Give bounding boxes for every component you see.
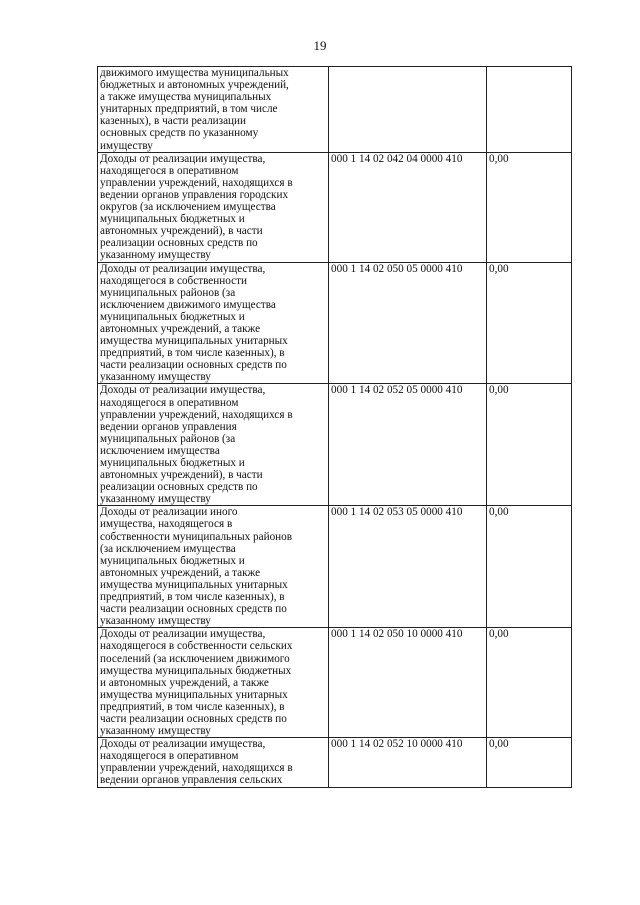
table-row (98, 152, 572, 262)
revenue-name-cell (98, 262, 329, 384)
classification-code-cell: 000 1 14 02 053 05 0000 410 (329, 506, 487, 628)
revenue-name: Доходы от реализации имущества, находящегося в оперативном управлении учреждений, находящихся в ведении органов управления городских округов (за исключением имущества муниципальных бюджетных и автономных учреждений), в части реализации основных средств по указанному имуществу (100, 152, 293, 262)
revenue-name-cell (98, 384, 329, 506)
page-number: 19 (313, 38, 327, 53)
amount-cell: 0,00 (487, 738, 572, 787)
amount-cell: 0,00 (487, 506, 572, 628)
table-row (98, 67, 572, 153)
revenue-table (97, 66, 572, 788)
revenue-name-cell (98, 506, 329, 628)
revenue-name-cell (98, 67, 329, 153)
table-row (98, 384, 572, 506)
amount-cell: 0,00 (487, 384, 572, 506)
classification-code-cell: 000 1 14 02 050 10 0000 410 (329, 628, 487, 738)
revenue-name: движимого имущества муниципальных бюджетных и автономных учреждений, а также имущества муниципальных унитарных предприятий, в том числе казенных), в части реализации основных средств по указанному имуществу (100, 67, 289, 152)
table-row (98, 506, 572, 628)
classification-code-cell: 000 1 14 02 042 04 0000 410 (329, 152, 487, 262)
revenue-name-cell (98, 152, 329, 262)
amount-cell: 0,00 (487, 262, 572, 384)
classification-code-cell: 000 1 14 02 052 10 0000 410 (329, 738, 487, 787)
revenue-name-cell (98, 628, 329, 738)
revenue-name: Доходы от реализации имущества, находящегося в собственности муниципальных районов (за исключением движимого имущества муниципальных бюджетных и автономных учреждений, а также имущества муниципальных унитарных предприятий, в том числе казенных), в части реализации основных средств по указанному имуществу (100, 262, 288, 384)
table-row (98, 738, 572, 787)
classification-code-cell (329, 67, 487, 153)
revenue-name: Доходы от реализации иного имущества, находящегося в собственности муниципальных районов (за исключением имущества муниципальных бюджетных и автономных учреждений, а также имущества муниципальных унитарных предприятий, в том числе казенных), в части реализации основных средств по указанному имуществу (100, 506, 293, 628)
revenue-name: Доходы от реализации имущества, находящегося в оперативном управлении учреждений, находящихся в ведении органов управления муниципальных районов (за исключением имущества муниципальных бюджетных и автономных учреждений), в части реализации основных средств по указанному имуществу (100, 384, 293, 506)
amount-cell (487, 67, 572, 153)
table-row (98, 628, 572, 738)
classification-code-cell: 000 1 14 02 050 05 0000 410 (329, 262, 487, 384)
table-row (98, 262, 572, 384)
revenue-name: Доходы от реализации имущества, находящегося в собственности сельских поселений (за исключением движимого имущества муниципальных бюджетных и автономных учреждений, а также имущества муниципальных унитарных предприятий, в том числе казенных), в части реализации основных средств по указанному имуществу (100, 628, 293, 738)
amount-cell: 0,00 (487, 152, 572, 262)
amount-cell: 0,00 (487, 628, 572, 738)
classification-code-cell: 000 1 14 02 052 05 0000 410 (329, 384, 487, 506)
revenue-name: Доходы от реализации имущества, находящегося в оперативном управлении учреждений, находящихся в ведении органов управления сельских (100, 738, 293, 787)
revenue-name-cell (98, 738, 329, 787)
